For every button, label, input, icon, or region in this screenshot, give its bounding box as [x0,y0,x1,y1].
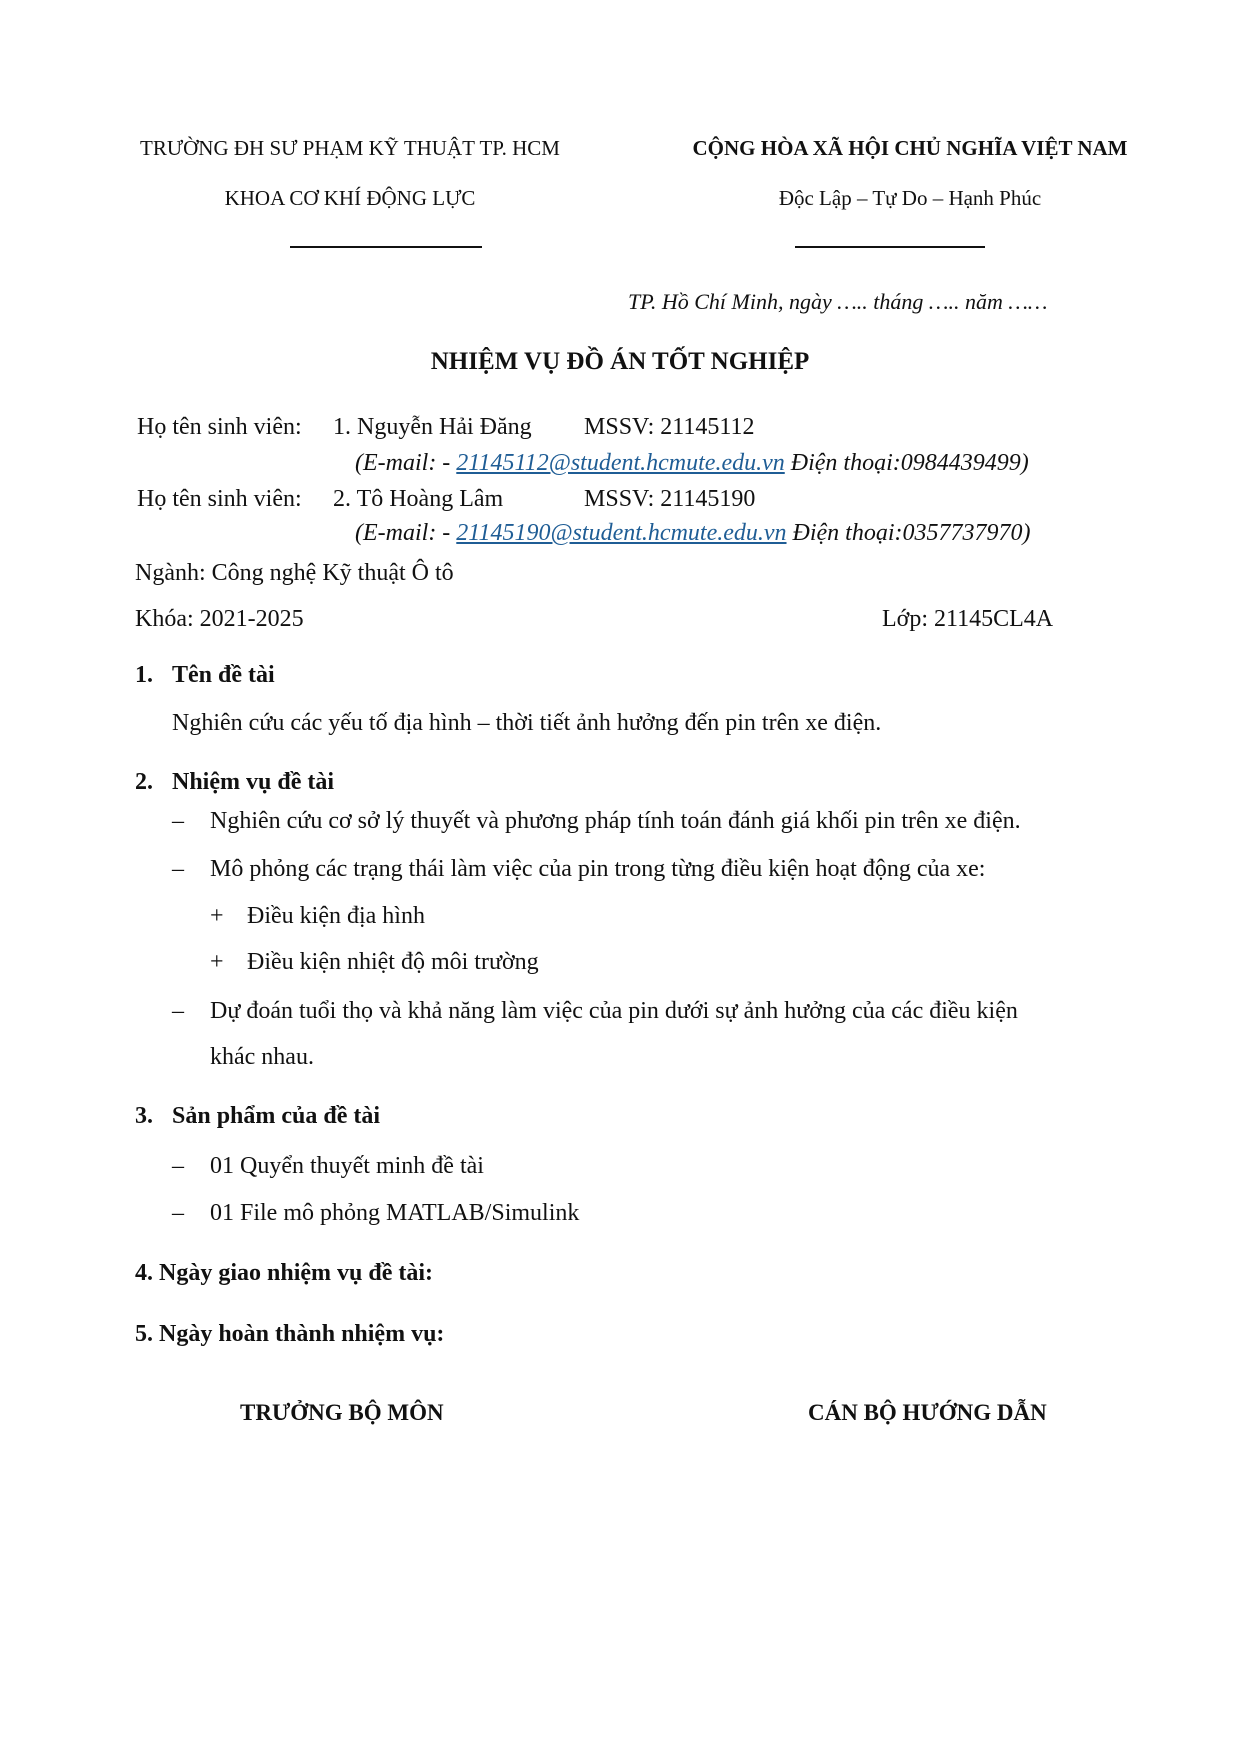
section-2-item: Nghiên cứu cơ sở lý thuyết và phương pháp tính toán đánh giá khối pin trên xe điện. [210,808,1021,834]
section-4-heading: 4. Ngày giao nhiệm vụ đề tài: [135,1260,434,1286]
section-1-number: 1. [135,662,153,688]
section-3-item: 01 Quyển thuyết minh đề tài [210,1153,484,1179]
signature-department-head: TRƯỞNG BỘ MÔN [240,1400,444,1425]
dash-bullet: – [172,998,184,1024]
section-2-heading: Nhiệm vụ đề tài [172,769,334,795]
student-contact [355,450,1029,477]
class: Lớp: 21145CL4A [882,606,1054,632]
section-2-item-continued: khác nhau. [210,1044,314,1070]
page-title: NHIỆM VỤ ĐỒ ÁN TỐT NGHIỆP [430,348,810,375]
email-link[interactable]: 21145112@student.hcmute.edu.vn [456,450,785,476]
section-5-heading: 5. Ngày hoàn thành nhiệm vụ: [135,1321,445,1347]
section-3-heading: Sản phẩm của đề tài [172,1103,381,1129]
phone: Điện thoại:0357737970) [792,520,1031,546]
section-2-number: 2. [135,769,153,795]
major: Ngành: Công nghệ Kỹ thuật Ô tô [135,560,454,586]
section-1-text: Nghiên cứu các yếu tố địa hình – thời tiết ảnh hưởng đến pin trên xe điện. [172,710,882,736]
student-label: Họ tên sinh viên: [137,486,302,512]
school-name: TRƯỜNG ĐH SƯ PHẠM KỸ THUẬT TP. HCM [140,136,560,160]
student-contact [355,520,1031,547]
national-title: CỘNG HÒA XÃ HỘI CHỦ NGHĨA VIỆT NAM [692,136,1128,160]
faculty-name: KHOA CƠ KHÍ ĐỘNG LỰC [224,186,476,210]
student-mssv: MSSV: 21145190 [584,486,756,512]
section-2-item: Mô phỏng các trạng thái làm việc của pin trong từng điều kiện hoạt động của xe: [210,856,986,882]
phone: Điện thoại:0984439499) [790,450,1029,476]
section-1-heading: Tên đề tài [172,662,275,688]
national-motto: Độc Lập – Tự Do – Hạnh Phúc [778,186,1042,210]
section-2-subitem: Điều kiện địa hình [247,903,425,929]
dash-bullet: – [172,856,184,882]
section-2-subitem: Điều kiện nhiệt độ môi trường [247,949,539,975]
email-prefix: (E-mail: - [355,450,457,476]
plus-bullet: + [210,903,224,929]
dash-bullet: – [172,1153,184,1179]
email-prefix: (E-mail: - [355,520,457,546]
student-mssv: MSSV: 21145112 [584,414,755,440]
section-3-item: 01 File mô phỏng MATLAB/Simulink [210,1200,580,1226]
signature-supervisor: CÁN BỘ HƯỚNG DẪN [808,1400,1047,1425]
student-name: 1. Nguyễn Hải Đăng [333,414,532,440]
student-name: 2. Tô Hoàng Lâm [333,486,504,512]
header-right-rule [795,246,985,248]
plus-bullet: + [210,949,224,975]
section-2-item: Dự đoán tuổi thọ và khả năng làm việc của pin dưới sự ảnh hưởng của các điều kiện [210,998,1018,1024]
section-3-number: 3. [135,1103,153,1129]
email-link[interactable]: 21145190@student.hcmute.edu.vn [456,520,787,546]
dash-bullet: – [172,1200,184,1226]
dash-bullet: – [172,808,184,834]
course-year: Khóa: 2021-2025 [135,606,304,632]
header-left-rule [290,246,482,248]
date-line: TP. Hồ Chí Minh, ngày ….. tháng ….. năm …… [628,289,1048,314]
student-label: Họ tên sinh viên: [137,414,302,440]
